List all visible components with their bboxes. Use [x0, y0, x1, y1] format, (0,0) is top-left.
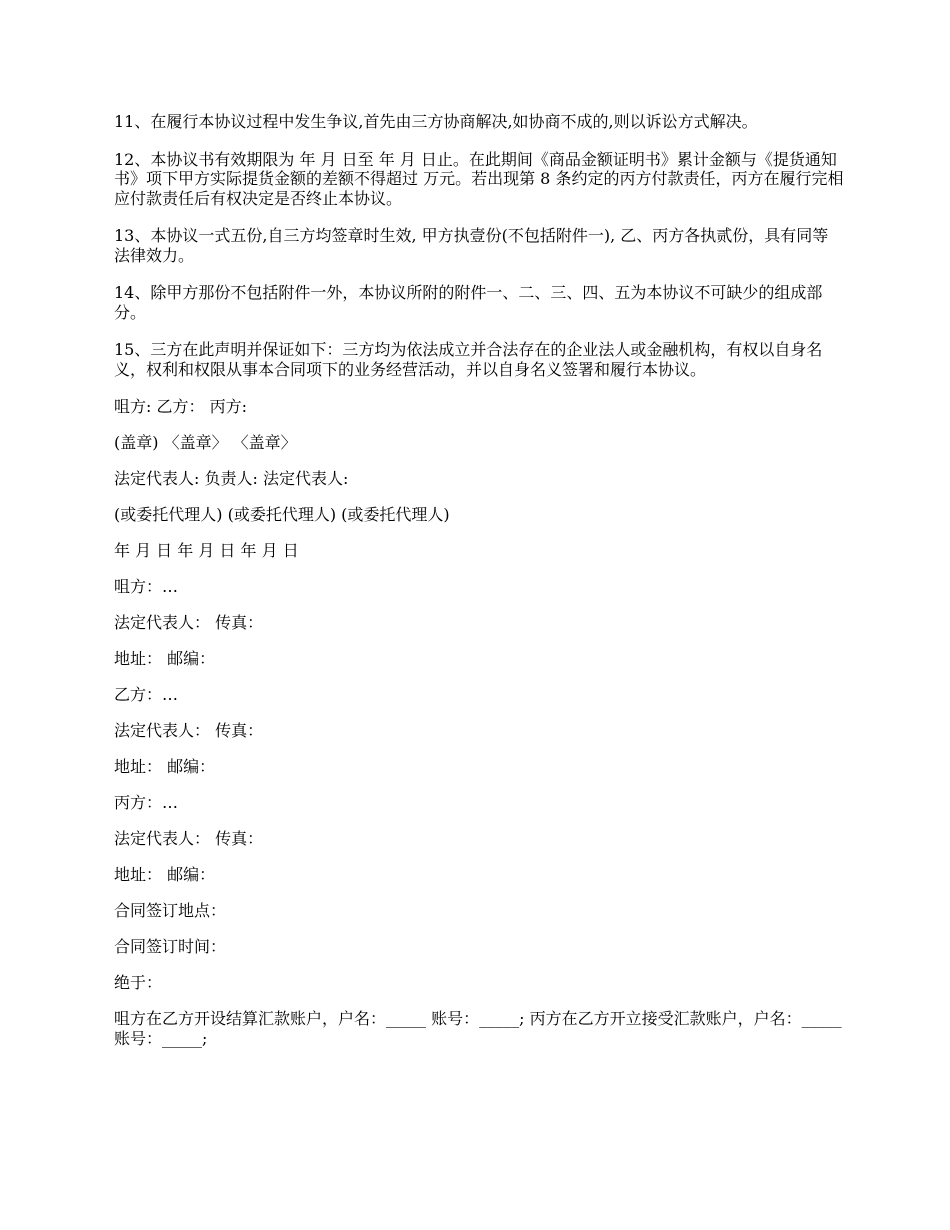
party-b-representative-fax: 法定代表人： 传真： [114, 721, 264, 740]
party-b-address-postcode: 地址： 邮编： [114, 757, 216, 776]
party-b-label: 乙方：… [114, 685, 179, 704]
clause-14: 14、除甲方那份不包括附件一外，本协议所附的附件一、二、三、四、五为本协议不可缺少的组成部分。 [114, 283, 823, 322]
account-info: 咀方在乙方开设结算汇款账户，户名：_____ 账号：_____; 丙方在乙方开立接受汇款账户，户名：_____ 账号：_____; [114, 1009, 842, 1048]
clause-15: 15、三方在此声明并保证如下：三方均为依法成立并合法存在的企业法人或金融机构，有权以自身名义，权利和权限从事本合同项下的业务经营活动，并以自身名义签署和履行本协议。 [114, 340, 823, 379]
party-c-label: 丙方：… [114, 793, 179, 812]
party-a-label: 咀方：… [114, 577, 179, 596]
clause-13: 13、本协议一式五份,自三方均签章时生效, 甲方执壹份(不包括附件一), 乙、丙方各执贰份，具有同等法律效力。 [114, 226, 829, 265]
party-a-address-postcode: 地址： 邮编： [114, 649, 216, 668]
signing-place: 合同签订地点： [114, 901, 227, 920]
appendix-label: 绝于： [114, 973, 163, 992]
representative-line: 法定代表人: 负责人: 法定代表人: [114, 469, 349, 488]
seal-line: (盖章) 〈盖章〉 〈盖章〉 [114, 433, 297, 452]
signing-time: 合同签订时间： [114, 937, 227, 956]
clause-11: 11、在履行本协议过程中发生争议,首先由三方协商解决,如协商不成的,则以诉讼方式解决。 [114, 112, 758, 131]
agent-line: (或委托代理人) (或委托代理人) (或委托代理人) [114, 505, 450, 524]
party-c-representative-fax: 法定代表人： 传真： [114, 829, 264, 848]
party-headers: 咀方: 乙方： 丙方: [114, 397, 247, 416]
date-line: 年 月 日 年 月 日 年 月 日 [114, 541, 299, 560]
clause-12: 12、本协议书有效期限为 年 月 日至 年 月 日止。在此期间《商品金额证明书》累计金额与《提货通知书》项下甲方实际提货金额的差额不得超过 万元。若出现第 8 条约定的丙方付款责任，丙方在履行完相应付款责任后有权决定是否终止本协议。 [114, 149, 844, 208]
party-c-address-postcode: 地址： 邮编： [114, 865, 216, 884]
party-a-representative-fax: 法定代表人： 传真： [114, 613, 264, 632]
document-page [114, 112, 844, 1066]
